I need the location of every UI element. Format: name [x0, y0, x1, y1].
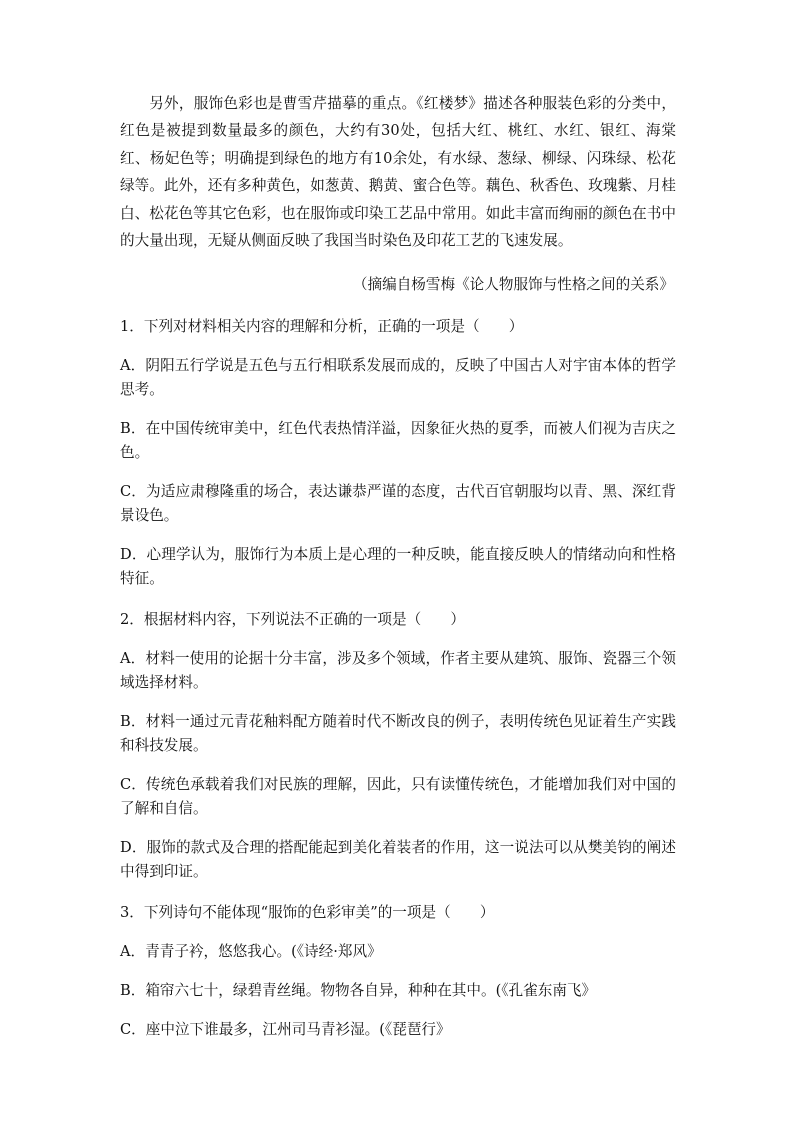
passage-paragraph: 另外，服饰色彩也是曹雪芹描摹的重点。《红楼梦》描述各种服装色彩的分类中，红色是被提到数量最多的颜色，大约有30处，包括大红、桃红、水红、银红、海棠红、杨妃色等；明确提到绿色的地方有10余处，有水绿、葱绿、柳绿、闪珠绿、松花绿等。此外，还有多种黄色，如葱黄、鹅黄、蜜合色等。藕色、秋香色、玫瑰紫、月桂白、松花色等其它色彩，也在服饰或印染工艺品中常用。如此丰富而绚丽的颜色在书中的大量出现，无疑从侧面反映了我国当时染色及印花工艺的飞速发展。: [120, 95, 676, 250]
passage-source: （摘编自杨雪梅《论人物服饰与性格之间的关系》: [352, 276, 674, 294]
question-2-option-c: C．传统色承载着我们对民族的理解，因此，只有读懂传统色，才能增加我们对中国的了解和自信。: [120, 776, 676, 818]
question-1-option-a: A．阴阳五行学说是五色与五行相联系发展而成的，反映了中国古人对宇宙本体的哲学思考。: [120, 357, 676, 399]
question-2-option-a: A．材料一使用的论据十分丰富，涉及多个领域，作者主要从建筑、服饰、瓷器三个领域选择材料。: [120, 650, 676, 692]
question-2-stem: 2．根据材料内容，下列说法不正确的一项是（ ）: [120, 611, 465, 629]
question-1-option-c: C．为适应肃穆隆重的场合，表达谦恭严谨的态度，古代百官朝服均以青、黑、深红背景设色。: [120, 483, 676, 525]
question-3-option-b: B．箱帘六七十，绿碧青丝绳。物物各自异，种种在其中。(《孔雀东南飞》: [120, 982, 597, 1000]
question-1-option-b: B．在中国传统审美中，红色代表热情洋溢，因象征火热的夏季，而被人们视为吉庆之色。: [120, 420, 676, 462]
question-3-option-a: A．青青子衿，悠悠我心。(《诗经·郑风》: [120, 943, 382, 961]
question-2-option-b: B．材料一通过元青花釉料配方随着时代不断改良的例子，表明传统色见证着生产实践和科技发展。: [120, 713, 676, 755]
question-1-stem: 1．下列对材料相关内容的理解和分析，正确的一项是（ ）: [120, 318, 524, 336]
question-3-stem: 3．下列诗句不能体现“服饰的色彩审美”的一项是（ ）: [120, 904, 495, 922]
question-1-option-d: D．心理学认为，服饰行为本质上是心理的一种反映，能直接反映人的情绪动向和性格特征。: [120, 546, 676, 588]
question-2-option-d: D．服饰的款式及合理的搭配能起到美化着装者的作用，这一说法可以从樊美钧的阐述中得到印证。: [120, 839, 676, 881]
question-3-option-c: C．座中泣下谁最多，江州司马青衫湿。(《琵琶行》: [120, 1021, 451, 1039]
document-page: [120, 90, 676, 1042]
